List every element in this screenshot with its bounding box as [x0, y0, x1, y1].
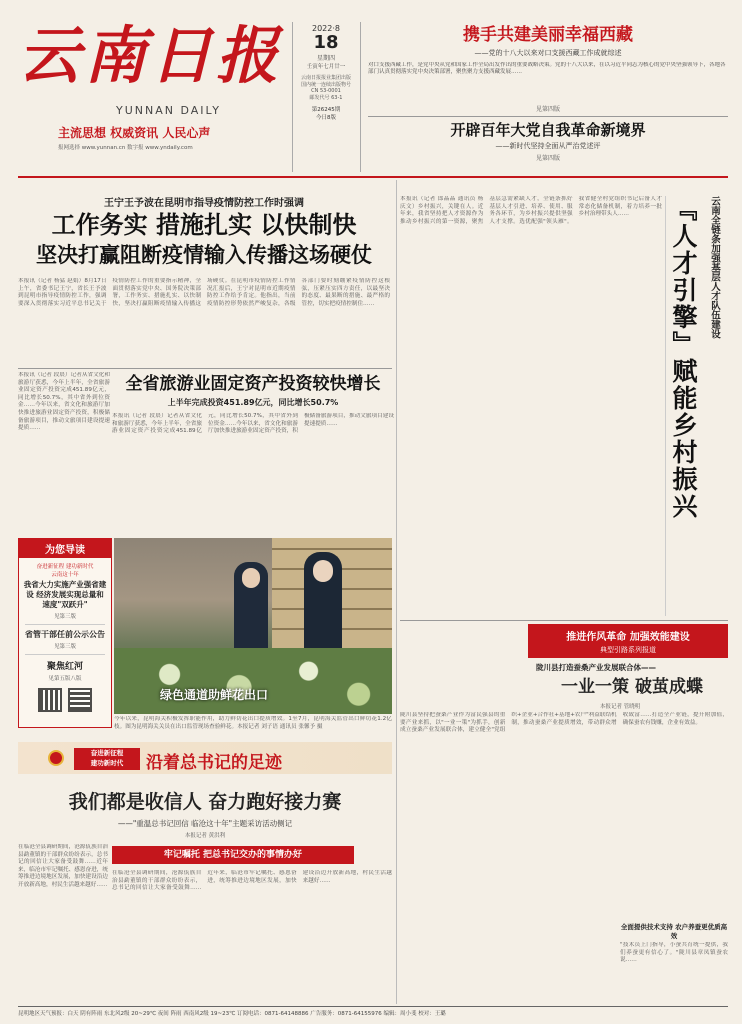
- lead-separator: [18, 368, 392, 369]
- lead-headline-1: 工作务实 措施扎实 以快制快: [51, 210, 357, 239]
- postal-code: 邮发代号 63-1: [309, 95, 343, 101]
- longchuan-box-body: "技术员上门指导，小蚕共育统一提供，我们养蚕更有信心了。"陇川县章凤镇蚕农说……: [620, 942, 728, 964]
- bottom-body-right: 在临沧全县调研期间，沧源佤族自治县勐董镇的干部群众纷纷表示，总书记的回信让大家备受鼓舞……近年来，临沧市牢记嘱托、感恩奋进，统筹推进边境地区发展，加快建设沿边开放新高地，村民生活越来越好……: [112, 870, 392, 892]
- guide-item-1-title: 我省大力实施产业强省建设 经济发展实现总量和速度"双跃升": [23, 580, 107, 609]
- top-subtitle-2: ——新时代坚持全面从严治党述评: [495, 142, 601, 150]
- lead-kicker: 王宁王予波在昆明市指导疫情防控工作时强调: [104, 198, 304, 209]
- lunar-date: 壬寅年七月廿一: [306, 64, 346, 70]
- banner-emblem-icon: [48, 750, 64, 766]
- guide-item-1-page: 见第三版: [53, 614, 76, 620]
- masthead: [18, 14, 336, 172]
- top-right-divider: [368, 116, 728, 117]
- guide-title: 为您导读: [19, 539, 111, 558]
- slogan: 主流思想 权威资讯 人民心声: [58, 126, 211, 140]
- tourism-body: [112, 413, 394, 533]
- banner-badge: [74, 748, 140, 770]
- vertical-feature-topline: 云南全链条加强基层人才队伍建设: [709, 196, 720, 339]
- section-banner-subtitle: 典型引路系列报道: [600, 646, 656, 654]
- tourism-headline: 全省旅游业固定资产投资较快增长: [125, 374, 381, 394]
- photo-officer-right-face: [313, 560, 333, 582]
- newspaper-logo: 云南日报: [18, 19, 283, 92]
- tourism-lead-col: [18, 372, 110, 534]
- section-banner-title: 推进作风革命 加强效能建设: [566, 632, 690, 643]
- lead-body: [18, 278, 390, 366]
- feature-bottom-separator: [400, 620, 728, 621]
- guide-divider-2: [25, 654, 105, 655]
- cn-code: CN 53-0001: [311, 88, 341, 94]
- top-subtitle-1: ——党的十八大以来对口支援西藏工作成就综述: [474, 49, 622, 57]
- guide-item-2-title: 省管干部任前公示公告: [25, 630, 105, 639]
- guide-box: [18, 538, 112, 728]
- bottom-headline: 我们都是收信人 奋力跑好接力赛: [68, 791, 342, 813]
- pull-quote-banner: 牢记嘱托 把总书记交办的事情办好: [112, 846, 354, 864]
- longchuan-body-text: 陇川县坚持把蚕桑产业作为富民强县的重要产业来抓，以"一业一策"为抓手，创新成立蚕桑产业发展联合体，建立健全"党组织+企业+合作社+基地+农户"利益联结机制，推动蚕桑产业提质增效，带动群众增收致富……打造全产业链，提升附加值，确保蚕农有钱赚，企业有效益。: [400, 712, 728, 734]
- guide-item-2[interactable]: [19, 629, 111, 650]
- vertical-feature-body: [400, 196, 662, 616]
- news-photo: [114, 538, 392, 714]
- guide-item-3[interactable]: [19, 659, 111, 682]
- longchuan-body: [400, 712, 728, 1004]
- masthead-divider-right: [360, 22, 361, 172]
- photo-officer-left-face: [242, 568, 260, 588]
- longchuan-kicker: 陇川县打造蚕桑产业发展联合体——: [536, 663, 656, 672]
- qr-codes: [19, 688, 111, 712]
- vertical-feature-headline-text: 『人才引擎』赋能乡村振兴: [669, 196, 698, 520]
- banner-title: 沿着总书记的足迹: [146, 753, 282, 773]
- guide-item-1[interactable]: [19, 558, 111, 620]
- column-divider-main: [396, 180, 397, 1004]
- channel-links: 报网选择 www.yunnan.cn 数字报 www.yndaily.com: [58, 145, 193, 151]
- photo-flowers: [114, 648, 392, 714]
- guide-divider-1: [25, 624, 105, 625]
- guide-item-1-kicker: 奋进新征程 建功新时代: [36, 564, 94, 570]
- latin-name: YUNNAN DAILY: [116, 104, 221, 117]
- lead-headline-2: 坚决打赢阻断疫情输入传播这场硬仗: [36, 242, 372, 267]
- guide-item-1-kicker2: 云南这十年: [51, 572, 79, 578]
- vertical-feature-headline: [668, 196, 698, 526]
- top-see-page-2: 见第四版: [535, 155, 560, 162]
- column-divider-feature: [665, 196, 666, 616]
- top-see-page-1: 见第四版: [535, 106, 560, 113]
- weekday: 星期四: [316, 55, 335, 62]
- top-headline-1: 携手共建美丽幸福西藏: [463, 25, 633, 45]
- top-right-story-2: [368, 120, 728, 162]
- longchuan-box-title: 全面提供技术支持 农户养蚕更优质高效: [620, 923, 728, 940]
- footer-text: 昆明地区天气预报：白天 阴有阵雨 东北风2级 20~29℃ 夜间 阵雨 西南风2级 19~23℃ 订阅电话：0871-64148886 广告服务：0871-64155976 编辑：周小斐 校对：王璐: [18, 1011, 446, 1017]
- guide-item-2-page: 见第三版: [53, 644, 76, 650]
- date-block: [296, 24, 356, 121]
- guide-item-3-page: 见第五版八版: [48, 676, 82, 682]
- campaign-banner: [18, 742, 392, 774]
- bottom-subtitle: ——"重温总书记回信 临沧这十年"主题采访活动侧记: [117, 819, 293, 828]
- vertical-feature-top: [700, 196, 728, 366]
- tourism-subhead: 上半年完成投资451.89亿元，同比增长50.7%: [167, 398, 339, 407]
- qr-code-icon: [68, 688, 92, 712]
- qr-code-icon: [38, 688, 62, 712]
- vertical-feature-body-text: 本报讯（记者 郎晶晶 通讯员 杨庆文）乡村振兴，关键在人。近年来，我省坚持把人才资源作为推动乡村振兴的第一资源，聚焦基层急需紧缺人才，全链条抓好基层人才引进、培养、使用、服务各环节，为乡村振兴提供坚强人才支撑。选优配强"领头雁"。我省健全村党组织书记后备人才常态化储备机制，着力培养一批乡村治理带头人……: [400, 196, 662, 225]
- banner-badge-text-2: 建功新时代: [90, 759, 124, 767]
- date-day: 18: [313, 32, 339, 53]
- issue-number: 第26245期: [311, 107, 341, 113]
- page-count: 今日8版: [316, 115, 336, 121]
- date-year-month: 2022·8: [312, 24, 340, 33]
- tourism-body-left: 本报讯（记者 段晨）记者从省文化和旅游厅获悉，今年上半年，全省旅游业固定资产投资完成451.89亿元，同比增长50.7%，其中省外到位资金……今年以来，省文化和旅游厅加快推进旅游业固定资产投资，积极储备旅游项目，推动文旅项目建设提速提质……: [18, 372, 110, 432]
- top-headline-2: 开辟百年大党自我革命新境界: [450, 121, 646, 139]
- tourism-body-columns: 本报讯（记者 段晨）记者从省文化和旅游厅获悉，今年上半年，全省旅游业固定资产投资完成451.89亿元，同比增长50.7%，其中省外到位资金……今年以来，省文化和旅游厅加快推进旅游业固定资产投资，积极储备旅游项目，推动文旅项目建设提速提质……: [112, 413, 394, 435]
- banner-badge-text-1: 奋进新征程: [90, 749, 124, 757]
- photo-caption: 今年以来，昆明海关积极发挥职能作用，助力鲜切花出口提质增效。1至7月，昆明海关监管出口鲜切花1.2亿枝。图为昆明海关关员在出口监管现场查验鲜花。本报记者 刘子语 通讯员 张馨予 摄: [114, 716, 392, 730]
- cn-number: 国内统一连续出版物号: [300, 82, 351, 88]
- bottom-body: [18, 844, 392, 1002]
- longchuan-byline: 本报记者 管晓明: [600, 704, 641, 710]
- publisher: 云南日报报业集团出版: [300, 75, 351, 81]
- bottom-byline: 本报记者 黄洪利: [184, 833, 226, 839]
- bottom-body-left: 在临沧全县调研期间，沧源佤族自治县勐董镇的干部群众纷纷表示，总书记的回信让大家备受鼓舞……近年来，临沧市牢记嘱托、感恩奋进，统筹推进边境地区发展，加快建设沿边开放新高地，村民生活越来越好……: [18, 844, 108, 888]
- footer-rule: [18, 1006, 728, 1007]
- guide-item-3-title: 聚焦红河: [46, 662, 83, 672]
- longchuan-headline: 一业一策 破茧成蝶: [561, 677, 703, 697]
- masthead-bottom-rule: [18, 176, 728, 178]
- section-banner: [528, 624, 728, 658]
- photo-caption-overlay: 绿色通道助鲜花出口: [160, 688, 269, 702]
- masthead-divider: [292, 22, 293, 172]
- lead-body-text: 本报讯（记者 杨猛 赵娟）8月17日上午，省委书记王宁，省长王予波到昆明市指导疫情防控工作，强调要深入贯彻落实习近平总书记关于疫情防控工作的重要指示精神，全面贯彻落实党中央、国务院决策部署，工作务实、措施扎实、以快制快，坚决打赢阻断疫情输入传播这场硬仗。在昆明市疫情防控工作情况汇报后，王宁对昆明市近期疫情防控工作给予肯定。他指出，当前疫情防控形势依然严峻复杂，各级各部门要时刻绷紧疫情防控这根弦，压紧压实四方责任，以最坚决的态度、最果断的措施、最严格的管控，切实把疫情控制住……: [18, 278, 390, 307]
- top-body-1: 对口支援西藏工作，是党中央从党和国家工作全局出发作出的重要战略决策。党的十八大以来，在以习近平同志为核心的党中央坚强领导下，各地各部门认真贯彻落实党中央决策部署，聚焦聚力支援西藏发展……: [368, 62, 726, 76]
- top-right-story-1: [368, 24, 728, 113]
